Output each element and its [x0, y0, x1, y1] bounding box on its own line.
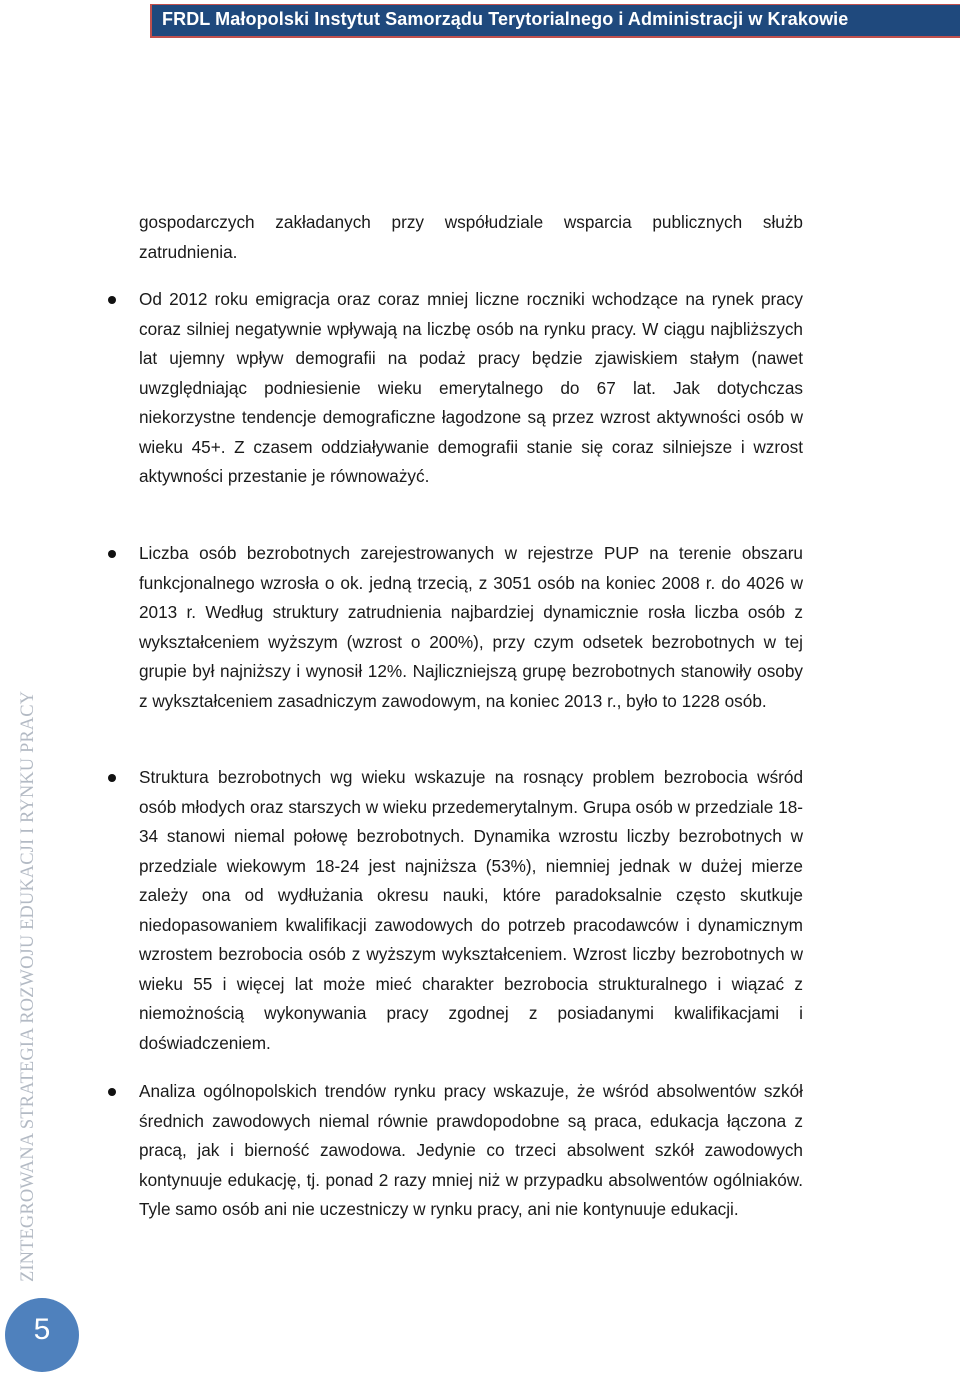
header-bar — [150, 4, 960, 38]
page-number: 5 — [33, 1313, 51, 1346]
bullet-paragraph-4: Analiza ogólnopolskich trendów rynku pracy wskazuje, że wśród absolwentów szkół średnich zawodowych niemal równie prawdopodobne są praca, edukacja łączona z pracą, jak i bierność zawodowa. Jedynie co trzeci absolwent szkół zawodowych kontynuuje edukację, tj. ponad 2 razy mniej niż w przypadku absolwentów ogólniaków. Tyle samo osób ani nie uczestniczy w rynku pracy, ani nie kontynuuje edukacji. — [139, 1081, 803, 1219]
continuation-paragraph: gospodarczych zakładanych przy współudziale wsparcia publicznych służb zatrudnienia. — [139, 212, 803, 262]
bullet-paragraph-3: Struktura bezrobotnych wg wieku wskazuje na rosnący problem bezrobocia wśród osób młodych oraz starszych w wieku przedemerytalnym. Grupa osób w przedziale 18-34 stanowi niemal połowę bezrobotnych. Dynamika wzrostu liczby bezrobotnych w przedziale wiekowym 18-24 jest najniższa (53%), niemniej jednak w dużej mierze zależy ona od wydłużania okresu nauki, które paradoksalnie często skutkuje niedopasowaniem kwalifikacji zawodowych do potrzeb pracodawców i dynamicznym wzrostem bezrobocia osób z wyższym wykształceniem. Wzrost liczby bezrobotnych w wieku 55 i więcej lat może mieć charakter bezrobocia strukturalnego i wiązać z niemożnością wykonywania pracy zgodnej z posiadanymi kwalifikacjami i doświadczeniem. — [139, 767, 803, 1053]
vertical-document-title: ZINTEGROWANA STRATEGIA ROZWOJU EDUKACJI I RYNKU PRACY — [18, 690, 38, 1282]
bullet-icon — [108, 774, 116, 782]
bullet-icon — [108, 1088, 116, 1096]
page-number-badge — [5, 1298, 79, 1372]
bullet-icon — [108, 550, 116, 558]
bullet-paragraph-2: Liczba osób bezrobotnych zarejestrowanych w rejestrze PUP na terenie obszaru funkcjonalnego wzrosła o ok. jedną trzecią, z 3051 osób na koniec 2008 r. do 4026 w 2013 r. Według struktury zatrudnienia najbardziej dynamicznie rosła liczba osób z wykształceniem wyższym (wzrost o 200%), przy czym odsetek bezrobotnych w tej grupie był najniższy i wynosił 12%. Najliczniejszą grupę bezrobotnych stanowiły osoby z wykształceniem zasadniczym zawodowym, na koniec 2013 r., było to 1228 osób. — [139, 543, 803, 711]
header-title: FRDL Małopolski Instytut Samorządu Terytorialnego i Administracji w Krakowie — [162, 9, 849, 29]
bullet-icon — [108, 296, 116, 304]
bullet-paragraph-1: Od 2012 roku emigracja oraz coraz mniej liczne roczniki wchodzące na rynek pracy coraz silniej negatywnie wpływają na liczbę osób na rynku pracy. W ciągu najbliższych lat ujemny wpływ demografii na podaż pracy będzie zjawiskiem stałym (nawet uwzględniając podniesienie wieku emerytalnego do 67 lat. Jak dotychczas niekorzystne tendencje demograficzne łagodzone są przez wzrost aktywności osób w wieku 45+. Z czasem oddziaływanie demografii stanie się coraz silniejsze i wzrost aktywności przestanie je równoważyć. — [139, 289, 803, 486]
